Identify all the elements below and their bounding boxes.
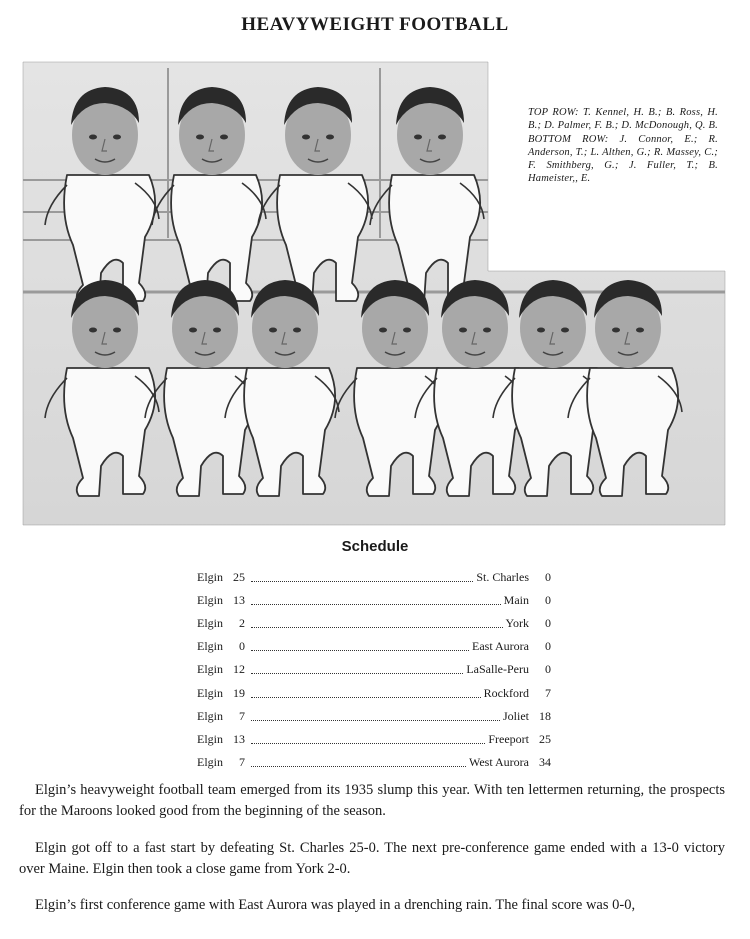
schedule-team: Elgin xyxy=(197,639,223,654)
leader-dots xyxy=(251,672,463,674)
body-paragraph-2: Elgin got off to a fast start by defeating St. Charles 25-0. The next pre-conference game ended with a 13-0 victory over Maine. Elgin then took a close game from York 2-0. xyxy=(19,840,725,877)
leader-dots xyxy=(251,649,469,651)
schedule-row xyxy=(197,677,551,700)
schedule-opponent: West Aurora xyxy=(468,754,529,769)
schedule-team: Elgin xyxy=(197,616,223,631)
schedule-team-score: 7 xyxy=(239,708,245,723)
schedule-opponent: Freeport xyxy=(488,731,529,746)
leader-dots xyxy=(251,765,466,767)
leader-dots xyxy=(251,603,501,605)
schedule-row xyxy=(197,724,551,747)
leader-dots xyxy=(251,696,481,698)
schedule-team-score: 7 xyxy=(239,754,245,769)
schedule-opponent-score: 0 xyxy=(545,593,551,608)
body-paragraph-3: Elgin’s first conference game with East Aurora was played in a drenching rain. The final score was 0-0, xyxy=(35,897,636,913)
schedule-team-score: 25 xyxy=(233,570,245,585)
schedule-opponent-score: 25 xyxy=(539,731,551,746)
leader-dots xyxy=(251,719,500,721)
schedule-row xyxy=(197,654,551,677)
schedule-team: Elgin xyxy=(197,731,223,746)
schedule-team: Elgin xyxy=(197,708,223,723)
schedule-team-score: 13 xyxy=(233,731,245,746)
leader-dots xyxy=(251,580,473,582)
schedule-opponent-score: 18 xyxy=(539,708,551,723)
schedule-opponent: Joliet xyxy=(503,708,529,723)
page-title: HEAVYWEIGHT FOOTBALL xyxy=(241,14,509,35)
schedule-row xyxy=(197,747,551,770)
schedule-opponent: East Aurora xyxy=(472,639,529,654)
schedule-row xyxy=(197,608,551,631)
schedule-team: Elgin xyxy=(197,593,223,608)
schedule-opponent: St. Charles xyxy=(476,570,529,585)
schedule-team: Elgin xyxy=(197,662,223,677)
schedule-opponent-score: 34 xyxy=(539,754,551,769)
schedule-opponent-score: 0 xyxy=(545,639,551,654)
schedule-opponent: York xyxy=(505,616,529,631)
schedule-team-score: 2 xyxy=(239,616,245,631)
photo-caption: TOP ROW: T. Kennel, H. B.; B. Ross, H. B.; D. Palmer, F. B.; D. McDonough, Q. B. BOTTOM ROW: J. Connor, E.; R. Anderson, T.; L. Althen, G.; R. Massey, C.; F. Smithberg, G.; J. Fuller, T.; B. Hameister,, E. xyxy=(528,107,718,185)
schedule-table xyxy=(197,562,551,770)
body-paragraph-1: Elgin’s heavyweight football team emerged from its 1935 slump this year. With ten lettermen returning, the prospects for the Maroons looked good from the beginning of the season. xyxy=(19,782,725,819)
schedule-opponent: Rockford xyxy=(483,685,529,700)
schedule-team: Elgin xyxy=(197,570,223,585)
schedule-row xyxy=(197,631,551,654)
schedule-row xyxy=(197,562,551,585)
schedule-team: Elgin xyxy=(197,685,223,700)
schedule-opponent-score: 0 xyxy=(545,570,551,585)
leader-dots xyxy=(251,742,485,744)
schedule-team-score: 13 xyxy=(233,593,245,608)
schedule-team-score: 0 xyxy=(239,639,245,654)
schedule-row xyxy=(197,701,551,724)
schedule-opponent-score: 0 xyxy=(545,616,551,631)
schedule-title: Schedule xyxy=(341,538,409,555)
schedule-opponent: LaSalle-Peru xyxy=(466,662,529,677)
schedule-team: Elgin xyxy=(197,754,223,769)
schedule-team-score: 12 xyxy=(233,662,245,677)
schedule-row xyxy=(197,585,551,608)
schedule-team-score: 19 xyxy=(233,685,245,700)
schedule-opponent-score: 0 xyxy=(545,662,551,677)
schedule-opponent: Main xyxy=(503,593,529,608)
leader-dots xyxy=(251,626,503,628)
schedule-opponent-score: 7 xyxy=(545,685,551,700)
